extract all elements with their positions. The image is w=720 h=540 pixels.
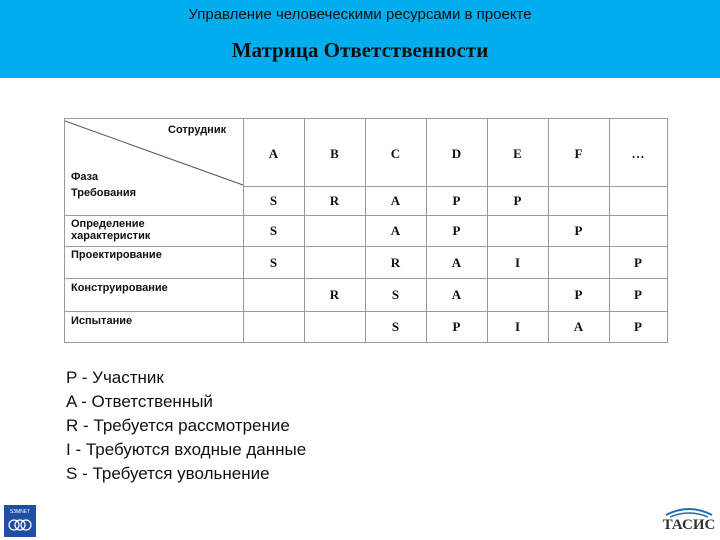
phase-label: Определение характеристик: [71, 218, 151, 242]
matrix-cell: I: [514, 319, 521, 334]
matrix-cell: R: [390, 255, 401, 270]
matrix-cell: A: [390, 193, 401, 208]
s3mnet-logo-text: S3MNET: [9, 509, 31, 515]
s3mnet-logo-mark: [4, 505, 36, 537]
matrix-cell: P: [574, 287, 583, 302]
matrix-cell: P: [452, 319, 461, 334]
grid-line: [65, 311, 667, 312]
phase-label: Проектирование: [71, 249, 162, 261]
header-bar: [0, 0, 720, 78]
matrix-cell: S: [269, 193, 278, 208]
matrix-cell: P: [634, 287, 642, 302]
matrix-cell: A: [390, 223, 401, 238]
matrix-cell: P: [634, 255, 642, 270]
legend-item: P - Участник: [66, 368, 164, 387]
matrix-cell: A: [451, 287, 462, 302]
grid-line: [243, 186, 667, 187]
matrix-cell: S: [391, 287, 400, 302]
legend-item: A - Ответственный: [66, 392, 213, 411]
matrix-cell: P: [452, 223, 461, 238]
tacis-logo-text: ТАСИС: [662, 517, 716, 533]
column-header: …: [631, 146, 645, 161]
column-header: C: [390, 146, 401, 161]
tacis-logo: [662, 505, 716, 535]
legend-item: R - Требуется рассмотрение: [66, 416, 290, 435]
column-header: B: [330, 146, 339, 161]
phase-label: Требования: [71, 187, 137, 199]
phase-label: Испытание: [71, 315, 133, 327]
grid-line: [65, 215, 667, 216]
legend: [66, 366, 306, 486]
matrix-cell: R: [329, 287, 340, 302]
legend-item: I - Требуются входные данные: [66, 440, 307, 459]
column-header: F: [574, 146, 583, 161]
grid-line: [65, 246, 667, 247]
matrix-cell: P: [574, 223, 583, 238]
matrix-cell: I: [514, 255, 521, 270]
column-header: D: [451, 146, 462, 161]
matrix-cell: S: [269, 255, 278, 270]
legend-item: S - Требуется увольнение: [66, 464, 270, 483]
column-header: A: [268, 146, 279, 161]
matrix-cell: A: [573, 319, 584, 334]
phase-label: Конструирование: [71, 282, 168, 294]
matrix-cell: S: [269, 223, 278, 238]
matrix-cell: S: [391, 319, 400, 334]
corner-phase-label: Фаза: [71, 171, 99, 183]
matrix-cell: P: [634, 319, 642, 334]
matrix-cell: P: [452, 193, 461, 208]
column-header: E: [513, 146, 522, 161]
corner-employee-label: Сотрудник: [168, 124, 227, 136]
s3mnet-logo: [4, 505, 36, 537]
slide-subtitle: Управление человеческими ресурсами в проекте: [188, 6, 532, 23]
slide-title: Матрица Ответственности: [231, 38, 489, 62]
grid-line: [65, 278, 667, 279]
matrix-cell: R: [329, 193, 340, 208]
matrix-cell: P: [513, 193, 522, 208]
responsibility-matrix: [64, 118, 668, 343]
matrix-cell: A: [451, 255, 462, 270]
